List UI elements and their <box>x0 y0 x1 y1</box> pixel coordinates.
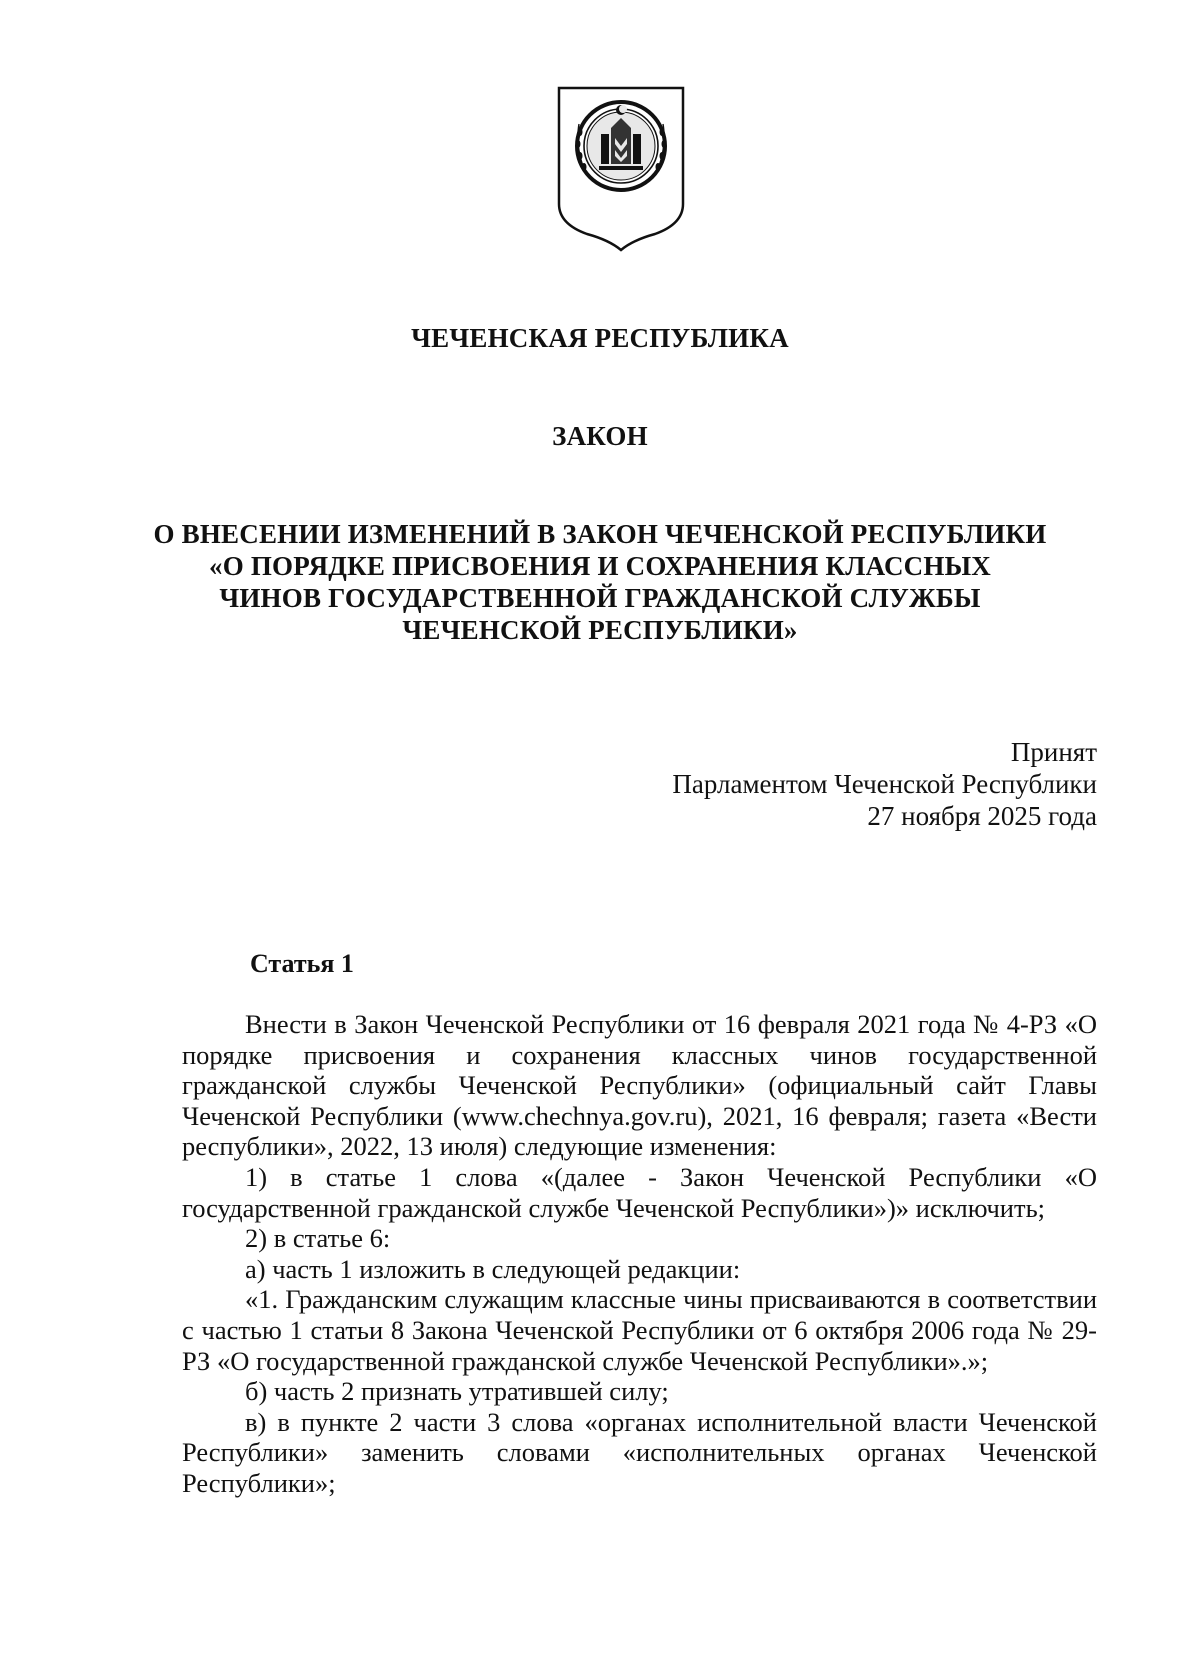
law-title <box>0 518 1200 646</box>
coat-of-arms-icon <box>555 84 687 254</box>
coat-of-arms-emblem <box>555 84 687 254</box>
region-heading: ЧЕЧЕНСКАЯ РЕСПУБЛИКА <box>411 323 789 353</box>
article-paragraph: б) часть 2 признать утратившей силу; <box>245 1376 669 1407</box>
law-title-line: ЧЕЧЕНСКОЙ РЕСПУБЛИКИ» <box>402 615 798 645</box>
article-paragraph: а) часть 1 изложить в следующей редакции: <box>245 1253 741 1284</box>
adoption-date: 27 ноября 2025 года <box>867 801 1097 831</box>
article-paragraph: Внести в Закон Чеченской Республики от 16 февраля 2021 года № 4-РЗ «О порядке присвоения и сохранения классных чинов государственной гражданской службы Чеченской Республики» (официальный сайт Главы Чеченской Республики (www.chechnya.gov.ru), 2021, 16 февраля; газета «Вести республики», 2022, 13 июля) следующие изменения: <box>182 1009 1097 1162</box>
article-heading: Статья 1 <box>250 949 354 978</box>
article-paragraph: «1. Гражданским служащим классные чины присваиваются в соответствии с частью 1 статьи 8 Закона Чеченской Республики от 6 октября 2006 года № 29-РЗ «О государственной гражданской службе Чеченской Республики».»; <box>182 1284 1097 1376</box>
law-title-line: «О ПОРЯДКЕ ПРИСВОЕНИЯ И СОХРАНЕНИЯ КЛАССНЫХ <box>209 551 991 581</box>
adoption-line: Парламентом Чеченской Республики <box>672 769 1097 799</box>
law-title-line: ЧИНОВ ГОСУДАРСТВЕННОЙ ГРАЖДАНСКОЙ СЛУЖБЫ <box>219 583 981 613</box>
law-title-line: О ВНЕСЕНИИ ИЗМЕНЕНИЙ В ЗАКОН ЧЕЧЕНСКОЙ РЕСПУБЛИКИ <box>153 519 1047 549</box>
document-type-heading: ЗАКОН <box>552 421 648 451</box>
adoption-note <box>672 736 1097 832</box>
adoption-line: Принят <box>1010 737 1097 767</box>
article-paragraph: в) в пункте 2 части 3 слова «органах исполнительной власти Чеченской Республики» заменить словами «исполнительных органах Чеченской Республики»; <box>182 1406 1097 1498</box>
article-body <box>182 1009 1097 1499</box>
article-paragraph: 2) в статье 6: <box>245 1223 391 1254</box>
article-paragraph: 1) в статье 1 слова «(далее - Закон Чеченской Республики «О государственной гражданской службе Чеченской Республики»)» исключить; <box>182 1161 1097 1223</box>
